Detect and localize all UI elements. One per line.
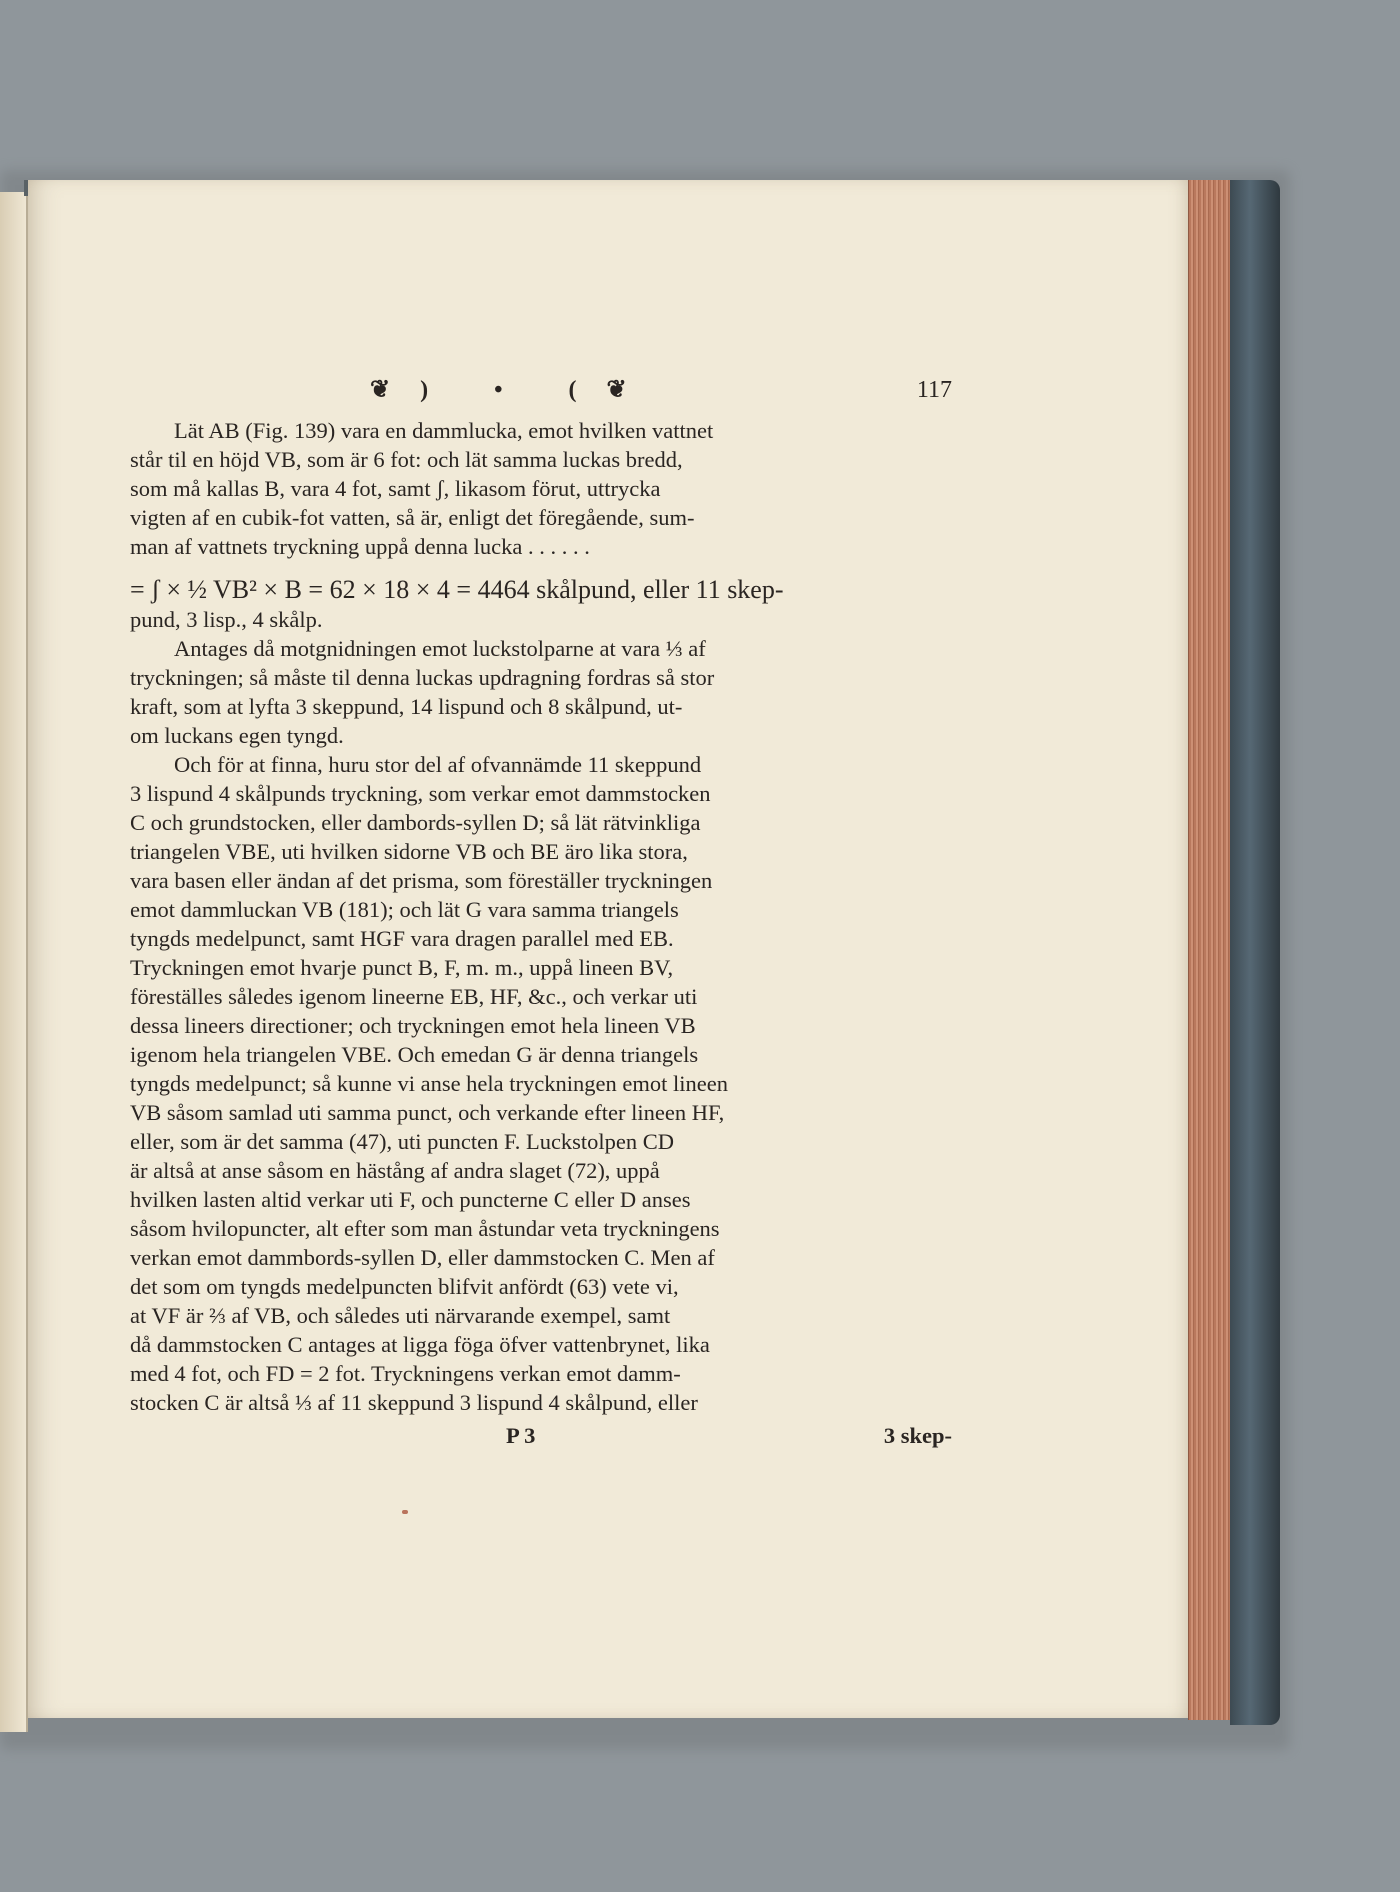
text-line	[130, 1127, 952, 1156]
text-line-content: pund, 3 lisp., 4 skålp.	[130, 607, 323, 632]
running-head	[130, 376, 952, 416]
facing-page-edge	[0, 192, 28, 1732]
text-line	[130, 634, 952, 663]
text-line-content: hvilken lasten altid verkar uti F, och puncterne C eller D anses	[130, 1187, 691, 1212]
text-line-content: at VF är ⅔ af VB, och således uti närvarande exempel, samt	[130, 1303, 671, 1328]
text-line-content: som må kallas B, vara 4 fot, samt ʃ, likasom förut, uttrycka	[130, 476, 661, 501]
text-line	[130, 1301, 952, 1330]
text-line	[130, 1243, 952, 1272]
text-line-content: det som om tyngds medelpuncten blifvit anfördt (63) vete vi,	[130, 1274, 679, 1299]
text-line-content: triangelen VBE, uti hvilken sidorne VB och BE äro lika stora,	[130, 839, 688, 864]
text-line-content: då dammstocken C antages at ligga föga öfver vattenbrynet, lika	[130, 1332, 710, 1357]
text-line-content: om luckans egen tyngd.	[130, 723, 344, 748]
text-line	[130, 953, 952, 982]
text-line	[130, 866, 952, 895]
text-line	[130, 1388, 952, 1417]
text-line	[130, 1098, 952, 1127]
text-line	[130, 1156, 952, 1185]
text-line	[130, 1330, 952, 1359]
text-line	[130, 692, 952, 721]
text-line-content: Och för at finna, huru stor del af ofvannämde 11 skeppund	[174, 752, 702, 777]
body-text	[130, 416, 952, 1417]
text-line-content: Tryckningen emot hvarje punct B, F, m. m., uppå lineen BV,	[130, 955, 674, 980]
text-line-content: verkan emot dammbords-syllen D, eller dammstocken C. Men af	[130, 1245, 715, 1270]
text-line-content: tyngds medelpunct; så kunne vi anse hela tryckningen emot lineen	[130, 1071, 728, 1096]
text-line	[130, 663, 952, 692]
text-line	[130, 1214, 952, 1243]
page-text-block	[130, 376, 952, 1455]
text-line	[130, 1011, 952, 1040]
page-footer	[130, 1421, 952, 1455]
text-line-content: = ʃ × ½ VB² × B = 62 × 18 × 4 = 4464 skålpund, eller 11 skep-	[130, 575, 784, 604]
text-line	[130, 924, 952, 953]
text-line	[130, 808, 952, 837]
text-line-content: med 4 fot, och FD = 2 fot. Tryckningens verkan emot damm-	[130, 1361, 681, 1386]
text-line	[130, 750, 952, 779]
text-line	[130, 1359, 952, 1388]
text-line	[130, 503, 952, 532]
text-line	[130, 575, 952, 605]
text-line	[130, 837, 952, 866]
text-line-content: såsom hvilopuncter, alt efter som man åstundar veta tryckningens	[130, 1216, 720, 1241]
page-number: 117	[916, 377, 952, 403]
text-line	[130, 779, 952, 808]
text-line-content: 3 lispund 4 skålpunds tryckning, som verkar emot dammstocken	[130, 781, 711, 806]
text-line	[130, 474, 952, 503]
text-line-content: föreställes således igenom lineerne EB, HF, &c., och verkar uti	[130, 984, 698, 1009]
text-line-content: kraft, som at lyfta 3 skeppund, 14 lispund och 8 skålpund, ut-	[130, 694, 683, 719]
text-line-content: står til en höjd VB, som är 6 fot: och lät samma luckas bredd,	[130, 447, 683, 472]
text-line-content: C och grundstocken, eller dambords-syllen D; så lät rätvinkliga	[130, 810, 701, 835]
page-fore-edge	[1188, 180, 1231, 1720]
text-line-content: Lät AB (Fig. 139) vara en dammlucka, emot hvilken vattnet	[174, 418, 714, 443]
text-line-content: igenom hela triangelen VBE. Och emedan G är denna triangels	[130, 1042, 699, 1067]
text-line	[130, 721, 952, 750]
text-line-content: tryckningen; så måste til denna luckas updragning fordras så stor	[130, 665, 715, 690]
text-line	[130, 1069, 952, 1098]
text-line	[130, 532, 952, 561]
text-line-content: är altså at anse såsom en hästång af andra slaget (72), uppå	[130, 1158, 660, 1183]
book-cover-board	[1230, 180, 1280, 1725]
text-line-content: VB såsom samlad uti samma punct, och verkande efter lineen HF,	[130, 1100, 725, 1125]
text-line	[130, 416, 952, 445]
text-line-content: vara basen eller ändan af det prisma, som föreställer tryckningen	[130, 868, 713, 893]
text-line	[130, 982, 952, 1011]
catchword: 3 skep-	[883, 1423, 952, 1448]
head-ornament: ❦) • (❦	[370, 377, 657, 403]
text-line-content: tyngds medelpunct, samt HGF vara dragen parallel med EB.	[130, 926, 674, 951]
text-line-content: eller, som är det samma (47), uti puncten F. Luckstolpen CD	[130, 1129, 675, 1154]
text-line-content: emot dammluckan VB (181); och lät G vara samma triangels	[130, 897, 679, 922]
text-line	[130, 1040, 952, 1069]
text-line-content: dessa lineers directioner; och tryckningen emot hela lineen VB	[130, 1013, 696, 1038]
text-line-content: Antages då motgnidningen emot luckstolparne at vara ⅓ af	[174, 636, 706, 661]
text-line	[130, 445, 952, 474]
ink-speck	[402, 1510, 408, 1514]
text-line	[130, 605, 952, 634]
text-line	[130, 895, 952, 924]
text-line	[130, 1185, 952, 1214]
text-line	[130, 1272, 952, 1301]
text-line-content: stocken C är altså ⅓ af 11 skeppund 3 lispund 4 skålpund, eller	[130, 1390, 698, 1415]
signature-mark: P 3	[506, 1423, 536, 1448]
text-line-content: man af vattnets tryckning uppå denna lucka . . . . . .	[130, 534, 590, 559]
text-line-content: vigten af en cubik-fot vatten, så är, enligt det föregående, sum-	[130, 505, 695, 530]
